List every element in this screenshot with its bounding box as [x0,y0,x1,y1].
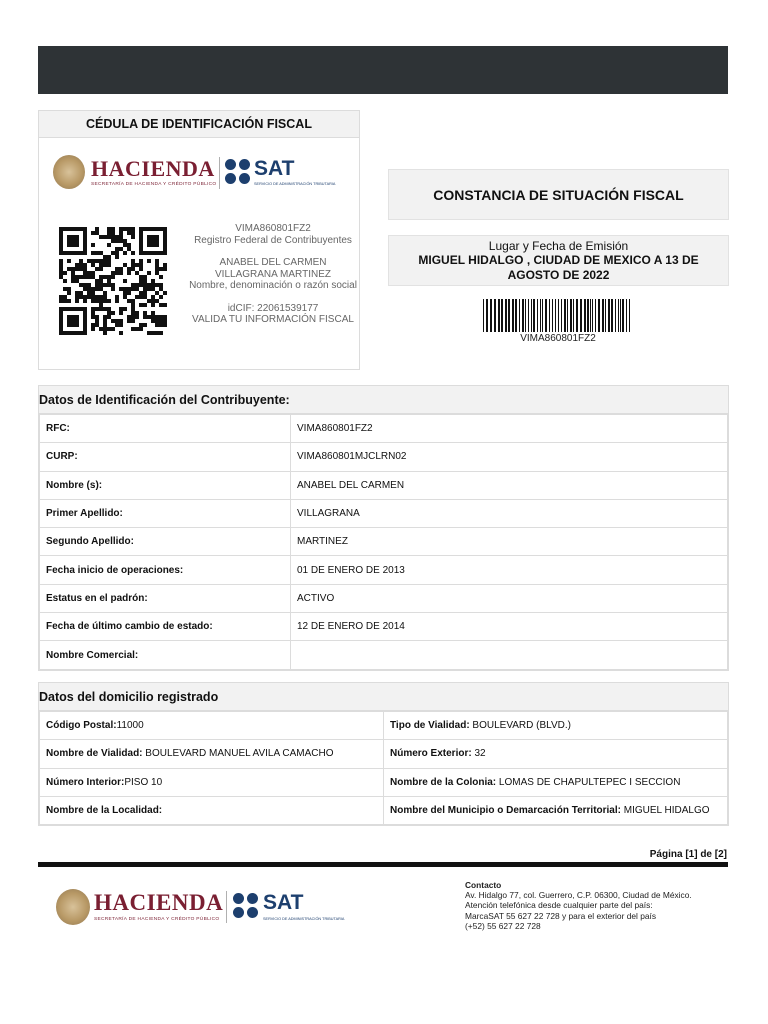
footer-hacienda-seal-icon [56,889,90,925]
address-cell [384,796,728,824]
address-value: MIGUEL HIDALGO [620,805,710,817]
field-value: MARTINEZ [291,528,728,556]
table-row [40,415,728,443]
address-label: Número Interior: [46,776,125,788]
contribuyente-title-text: Datos de Identificación del Contribuyente: [39,393,290,407]
contribuyente-table [39,414,728,670]
barcode-text: VIMA860801FZ2 [520,333,596,344]
contacto-line: MarcaSAT 55 627 22 728 y para el exterior del país [465,910,657,921]
address-value: BOULEVARD (BLVD.) [469,720,571,732]
domicilio-title [39,683,728,711]
field-label: Nombre Comercial: [40,641,291,669]
field-value: 12 DE ENERO DE 2014 [291,613,728,641]
field-value: VIMA860801MJCLRN02 [291,443,728,471]
hacienda-logo-text: HACIENDA [91,156,215,181]
address-label: Nombre de la Localidad: [46,805,163,817]
address-cell [384,740,728,768]
footer-logos [54,887,374,931]
page-number: Página [1] de [2] [649,849,727,860]
field-value: ANABEL DEL CARMEN [291,471,728,499]
cedula-info [189,223,357,326]
contacto-line: (+52) 55 627 22 728 [465,920,541,931]
address-value: BOULEVARD MANUEL AVILA CAMACHO [142,748,334,760]
footer-hacienda-logo-text: HACIENDA [94,890,224,915]
contacto-title: Contacto [465,880,502,890]
address-cell [40,740,384,768]
field-label: RFC: [40,415,291,443]
address-value: PISO 10 [124,776,163,788]
address-label: Tipo de Vialidad: [390,720,470,732]
barcode [483,299,633,332]
footer-logo-divider [226,891,227,923]
field-label: Estatus en el padrón: [40,584,291,612]
qr-code [59,227,167,335]
emision-value: MIGUEL HIDALGO , CIUDAD DE MEXICO A 13 DE AGOSTO DE 2022 [418,253,699,282]
address-value: 11000 [116,720,144,732]
address-label: Nombre de Vialidad: [46,748,143,760]
address-value: 32 [471,748,486,760]
field-value: ACTIVO [291,584,728,612]
field-value [291,641,728,669]
sat-dots-icon [225,159,251,185]
address-value: LOMAS DE CHAPULTEPEC I SECCION [496,776,681,788]
top-banner [38,46,728,94]
constancia-title: CONSTANCIA DE SITUACIÓN FISCAL [388,169,729,220]
emision-label: Lugar y Fecha de Emisión [488,239,629,253]
field-label: Primer Apellido: [40,499,291,527]
address-label: Nombre del Municipio o Demarcación Territorial: [390,805,621,817]
field-label: Fecha de último cambio de estado: [40,613,291,641]
logo-divider [219,157,220,189]
table-row [40,740,728,768]
contacto-line: Atención telefónica desde cualquier parte del país: [465,900,653,911]
domicilio-section [38,682,729,826]
domicilio-title-text: Datos del domicilio registrado [39,690,219,704]
field-label: Fecha inicio de operaciones: [40,556,291,584]
cedula-card [38,110,360,370]
cedula-name-line1: ANABEL DEL CARMEN [219,257,327,268]
cedula-idcif: idCIF: 22061539177 [227,302,319,314]
footer-hacienda-logo-subtitle: SECRETARÍA DE HACIENDA Y CRÉDITO PÚBLICO [94,917,220,922]
table-row [40,584,728,612]
field-value: VILLAGRANA [291,499,728,527]
field-label: CURP: [40,443,291,471]
sat-logo-subtitle: SERVICIO DE ADMINISTRACIÓN TRIBUTARIA [254,182,336,186]
table-row [40,613,728,641]
address-cell [40,796,384,824]
cedula-rfc: VIMA860801FZ2 [235,223,311,234]
address-label: Número Exterior: [390,748,472,760]
hacienda-logo-subtitle: SECRETARÍA DE HACIENDA Y CRÉDITO PÚBLICO [91,182,217,187]
field-label: Segundo Apellido: [40,528,291,556]
hacienda-seal-icon [53,155,85,189]
address-label: Código Postal: [46,720,117,732]
table-row [40,471,728,499]
field-label: Nombre (s): [40,471,291,499]
emision-box [388,235,729,286]
footer-bar [38,862,728,867]
domicilio-table [39,711,728,825]
contacto-line: Av. Hidalgo 77, col. Guerrero, C.P. 06300, Ciudad de México. [465,890,692,901]
footer-sat-logo-subtitle: SERVICIO DE ADMINISTRACIÓN TRIBUTARIA [263,917,345,921]
cedula-title: CÉDULA DE IDENTIFICACIÓN FISCAL [39,111,359,138]
address-cell [384,712,728,740]
field-value: 01 DE ENERO DE 2013 [291,556,728,584]
table-row [40,556,728,584]
contribuyente-section [38,385,729,671]
table-row [40,796,728,824]
address-cell [40,712,384,740]
table-row [40,641,728,669]
table-row [40,768,728,796]
address-cell [40,768,384,796]
table-row [40,499,728,527]
contacto-block [465,880,735,931]
field-value: VIMA860801FZ2 [291,415,728,443]
table-row [40,443,728,471]
table-row [40,528,728,556]
cedula-name-line2: VILLAGRANA MARTINEZ [215,268,331,280]
cedula-valida: VALIDA TU INFORMACIÓN FISCAL [192,314,354,325]
footer-sat-dots-icon [233,893,259,919]
logos [51,153,351,193]
table-row [40,712,728,740]
contribuyente-title [39,386,728,414]
address-label: Nombre de la Colonia: [390,776,497,788]
footer-sat-logo-text: SAT [263,891,304,914]
cedula-rfc-caption: Registro Federal de Contribuyentes [194,234,352,246]
address-cell [384,768,728,796]
cedula-name-caption: Nombre, denominación o razón social [189,280,357,291]
sat-logo-text: SAT [254,157,295,180]
